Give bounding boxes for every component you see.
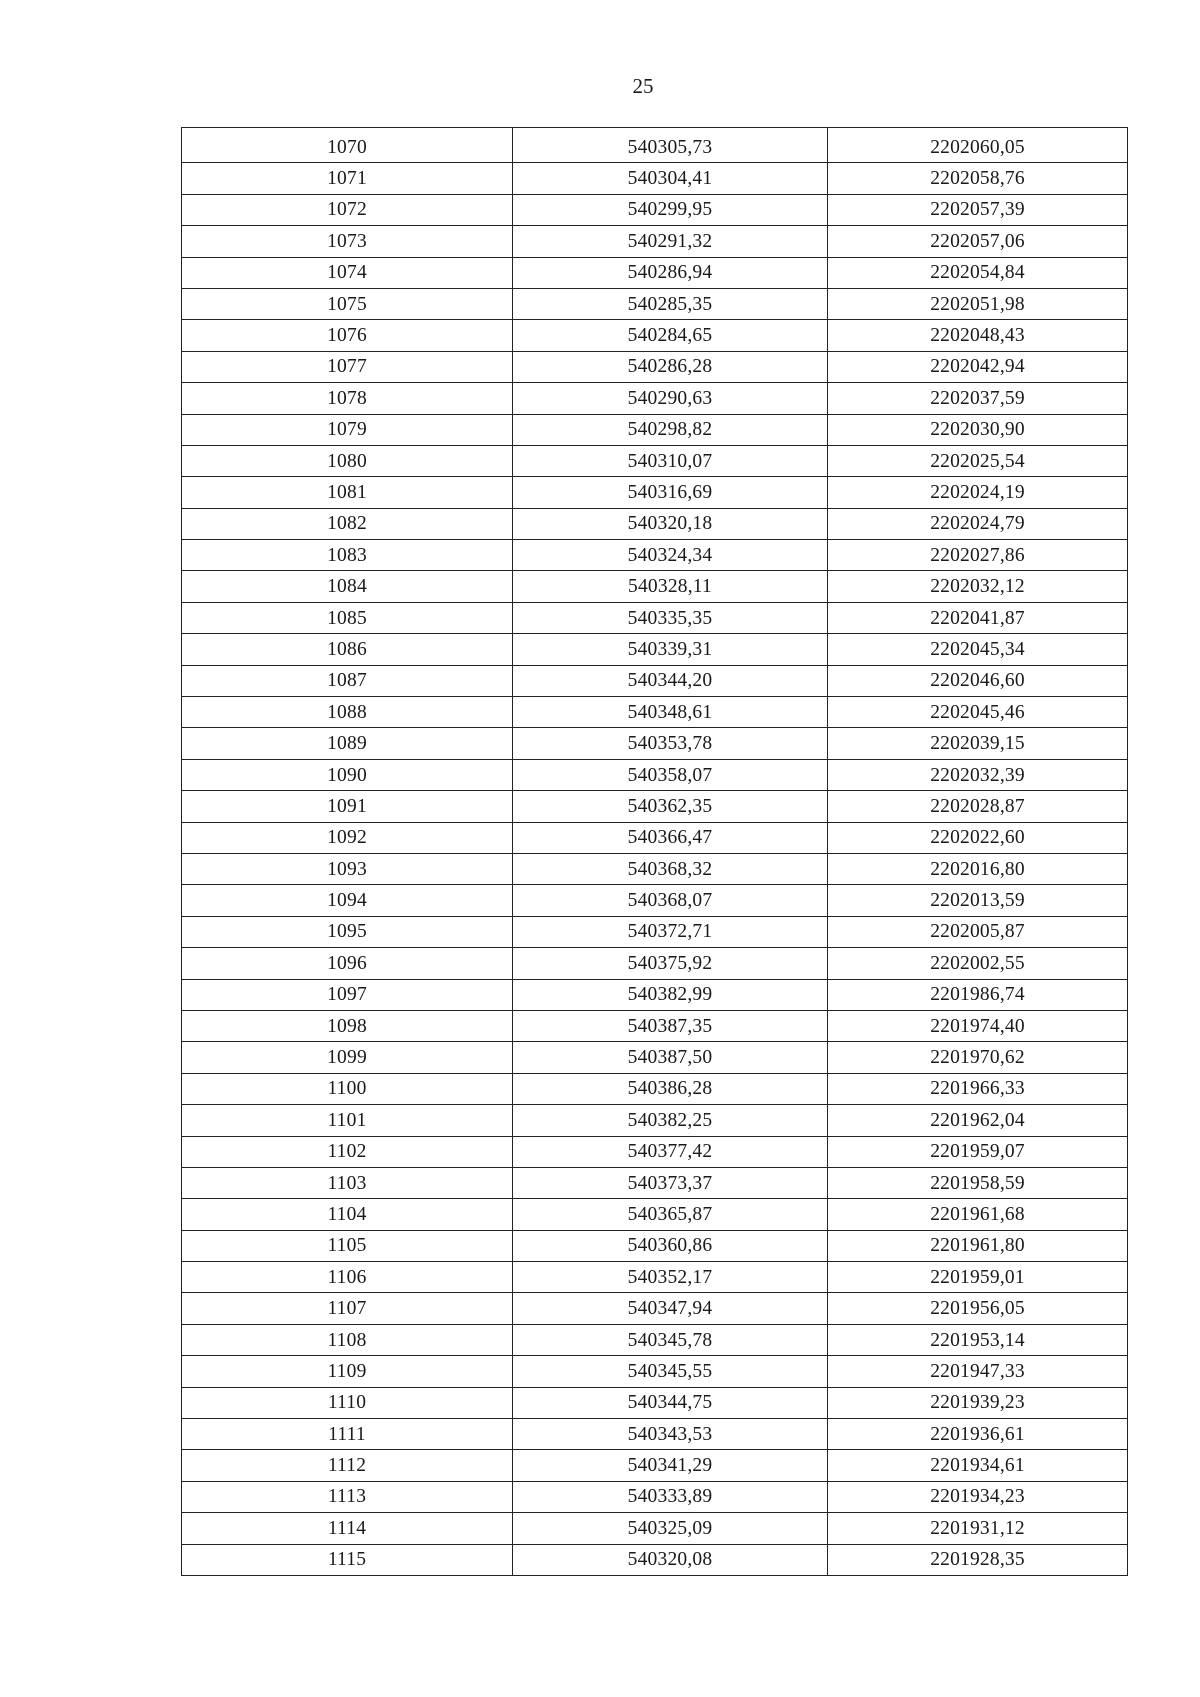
point-number-cell: 1078: [182, 383, 513, 414]
table-row: [182, 226, 1128, 257]
x-coordinate-cell: 540328,11: [513, 571, 828, 602]
point-number-cell: 1106: [182, 1262, 513, 1293]
x-coordinate-cell: 540366,47: [513, 822, 828, 853]
x-coordinate-cell: 540387,35: [513, 1010, 828, 1041]
y-coordinate-cell: 2201970,62: [828, 1042, 1128, 1073]
y-coordinate-cell: 2202024,19: [828, 477, 1128, 508]
x-coordinate-cell: 540286,94: [513, 257, 828, 288]
x-coordinate-cell: 540365,87: [513, 1199, 828, 1230]
y-coordinate-cell: 2201966,33: [828, 1073, 1128, 1104]
x-coordinate-cell: 540290,63: [513, 383, 828, 414]
x-coordinate-cell: 540298,82: [513, 414, 828, 445]
point-number-cell: 1092: [182, 822, 513, 853]
point-number-cell: 1101: [182, 1105, 513, 1136]
y-coordinate-cell: 2202013,59: [828, 885, 1128, 916]
point-number-cell: 1085: [182, 602, 513, 633]
y-coordinate-cell: 2202032,12: [828, 571, 1128, 602]
y-coordinate-cell: 2202005,87: [828, 916, 1128, 947]
y-coordinate-cell: 2201959,01: [828, 1262, 1128, 1293]
table-row: [182, 634, 1128, 665]
table-row: [182, 853, 1128, 884]
x-coordinate-cell: 540299,95: [513, 194, 828, 225]
point-number-cell: 1089: [182, 728, 513, 759]
y-coordinate-cell: 2201961,80: [828, 1230, 1128, 1261]
y-coordinate-cell: 2202046,60: [828, 665, 1128, 696]
point-number-cell: 1072: [182, 194, 513, 225]
table-row: [182, 351, 1128, 382]
x-coordinate-cell: 540368,07: [513, 885, 828, 916]
y-coordinate-cell: 2202057,06: [828, 226, 1128, 257]
point-number-cell: 1109: [182, 1356, 513, 1387]
y-coordinate-cell: 2202045,46: [828, 697, 1128, 728]
table-row: [182, 822, 1128, 853]
y-coordinate-cell: 2202058,76: [828, 163, 1128, 194]
point-number-cell: 1074: [182, 257, 513, 288]
point-number-cell: 1104: [182, 1199, 513, 1230]
point-number-cell: 1108: [182, 1324, 513, 1355]
table-row: [182, 602, 1128, 633]
point-number-cell: 1094: [182, 885, 513, 916]
table-row: [182, 1042, 1128, 1073]
y-coordinate-cell: 2201986,74: [828, 979, 1128, 1010]
x-coordinate-cell: 540335,35: [513, 602, 828, 633]
y-coordinate-cell: 2202048,43: [828, 320, 1128, 351]
table-row: [182, 1450, 1128, 1481]
point-number-cell: 1097: [182, 979, 513, 1010]
x-coordinate-cell: 540343,53: [513, 1419, 828, 1450]
point-number-cell: 1075: [182, 288, 513, 319]
x-coordinate-cell: 540386,28: [513, 1073, 828, 1104]
point-number-cell: 1084: [182, 571, 513, 602]
point-number-cell: 1080: [182, 445, 513, 476]
table-row: [182, 791, 1128, 822]
point-number-cell: 1096: [182, 948, 513, 979]
y-coordinate-cell: 2202002,55: [828, 948, 1128, 979]
y-coordinate-cell: 2201939,23: [828, 1387, 1128, 1418]
y-coordinate-cell: 2202028,87: [828, 791, 1128, 822]
point-number-cell: 1091: [182, 791, 513, 822]
point-number-cell: 1111: [182, 1419, 513, 1450]
table-row: [182, 1262, 1128, 1293]
x-coordinate-cell: 540352,17: [513, 1262, 828, 1293]
table-row: [182, 1387, 1128, 1418]
table-row: [182, 1167, 1128, 1198]
table-row: [182, 1513, 1128, 1544]
point-number-cell: 1087: [182, 665, 513, 696]
y-coordinate-cell: 2201956,05: [828, 1293, 1128, 1324]
y-coordinate-cell: 2202032,39: [828, 759, 1128, 790]
table-row: [182, 1419, 1128, 1450]
point-number-cell: 1073: [182, 226, 513, 257]
table-row: [182, 194, 1128, 225]
table-row: [182, 1073, 1128, 1104]
point-number-cell: 1095: [182, 916, 513, 947]
point-number-cell: 1110: [182, 1387, 513, 1418]
page-number: 25: [632, 74, 654, 98]
table-row: [182, 1356, 1128, 1387]
table-row: [182, 759, 1128, 790]
x-coordinate-cell: 540347,94: [513, 1293, 828, 1324]
x-coordinate-cell: 540286,28: [513, 351, 828, 382]
point-number-cell: 1107: [182, 1293, 513, 1324]
table-row: [182, 383, 1128, 414]
table-row: [182, 288, 1128, 319]
point-number-cell: 1114: [182, 1513, 513, 1544]
table-row: [182, 1010, 1128, 1041]
point-number-cell: 1071: [182, 163, 513, 194]
x-coordinate-cell: 540333,89: [513, 1481, 828, 1512]
table-row: [182, 948, 1128, 979]
x-coordinate-cell: 540344,20: [513, 665, 828, 696]
point-number-cell: 1093: [182, 853, 513, 884]
table-row: [182, 1136, 1128, 1167]
x-coordinate-cell: 540316,69: [513, 477, 828, 508]
x-coordinate-cell: 540310,07: [513, 445, 828, 476]
y-coordinate-cell: 2202025,54: [828, 445, 1128, 476]
x-coordinate-cell: 540375,92: [513, 948, 828, 979]
x-coordinate-cell: 540285,35: [513, 288, 828, 319]
y-coordinate-cell: 2201953,14: [828, 1324, 1128, 1355]
y-coordinate-cell: 2202016,80: [828, 853, 1128, 884]
x-coordinate-cell: 540358,07: [513, 759, 828, 790]
table-row: [182, 540, 1128, 571]
y-coordinate-cell: 2202042,94: [828, 351, 1128, 382]
table-row: [182, 728, 1128, 759]
table-row: [182, 445, 1128, 476]
x-coordinate-cell: 540344,75: [513, 1387, 828, 1418]
x-coordinate-cell: 540284,65: [513, 320, 828, 351]
x-coordinate-cell: 540368,32: [513, 853, 828, 884]
coordinates-table: [181, 127, 1128, 1576]
y-coordinate-cell: 2201931,12: [828, 1513, 1128, 1544]
table-row: [182, 163, 1128, 194]
table-row: [182, 257, 1128, 288]
y-coordinate-cell: 2202045,34: [828, 634, 1128, 665]
table-row: [182, 885, 1128, 916]
point-number-cell: 1090: [182, 759, 513, 790]
x-coordinate-cell: 540360,86: [513, 1230, 828, 1261]
table-row: [182, 128, 1128, 163]
x-coordinate-cell: 540387,50: [513, 1042, 828, 1073]
table-row: [182, 571, 1128, 602]
x-coordinate-cell: 540382,25: [513, 1105, 828, 1136]
point-number-cell: 1113: [182, 1481, 513, 1512]
y-coordinate-cell: 2202022,60: [828, 822, 1128, 853]
table-row: [182, 665, 1128, 696]
point-number-cell: 1083: [182, 540, 513, 571]
point-number-cell: 1100: [182, 1073, 513, 1104]
x-coordinate-cell: 540305,73: [513, 128, 828, 163]
x-coordinate-cell: 540320,18: [513, 508, 828, 539]
x-coordinate-cell: 540348,61: [513, 697, 828, 728]
point-number-cell: 1115: [182, 1544, 513, 1575]
table-row: [182, 916, 1128, 947]
x-coordinate-cell: 540291,32: [513, 226, 828, 257]
point-number-cell: 1099: [182, 1042, 513, 1073]
table-row: [182, 1293, 1128, 1324]
x-coordinate-cell: 540377,42: [513, 1136, 828, 1167]
point-number-cell: 1088: [182, 697, 513, 728]
point-number-cell: 1076: [182, 320, 513, 351]
point-number-cell: 1105: [182, 1230, 513, 1261]
y-coordinate-cell: 2201961,68: [828, 1199, 1128, 1230]
x-coordinate-cell: 540345,78: [513, 1324, 828, 1355]
point-number-cell: 1070: [182, 128, 513, 163]
y-coordinate-cell: 2202037,59: [828, 383, 1128, 414]
y-coordinate-cell: 2201959,07: [828, 1136, 1128, 1167]
table-row: [182, 414, 1128, 445]
x-coordinate-cell: 540373,37: [513, 1167, 828, 1198]
table-row: [182, 979, 1128, 1010]
table-row: [182, 1105, 1128, 1136]
point-number-cell: 1081: [182, 477, 513, 508]
x-coordinate-cell: 540345,55: [513, 1356, 828, 1387]
x-coordinate-cell: 540382,99: [513, 979, 828, 1010]
point-number-cell: 1086: [182, 634, 513, 665]
point-number-cell: 1102: [182, 1136, 513, 1167]
point-number-cell: 1082: [182, 508, 513, 539]
y-coordinate-cell: 2202027,86: [828, 540, 1128, 571]
coordinates-table-body: [182, 128, 1128, 1576]
y-coordinate-cell: 2202030,90: [828, 414, 1128, 445]
x-coordinate-cell: 540353,78: [513, 728, 828, 759]
y-coordinate-cell: 2202051,98: [828, 288, 1128, 319]
table-row: [182, 1324, 1128, 1355]
y-coordinate-cell: 2201962,04: [828, 1105, 1128, 1136]
table-row: [182, 1544, 1128, 1575]
point-number-cell: 1103: [182, 1167, 513, 1198]
table-row: [182, 508, 1128, 539]
y-coordinate-cell: 2201958,59: [828, 1167, 1128, 1198]
table-row: [182, 320, 1128, 351]
y-coordinate-cell: 2202039,15: [828, 728, 1128, 759]
table-row: [182, 1481, 1128, 1512]
x-coordinate-cell: 540325,09: [513, 1513, 828, 1544]
x-coordinate-cell: 540324,34: [513, 540, 828, 571]
y-coordinate-cell: 2202057,39: [828, 194, 1128, 225]
x-coordinate-cell: 540372,71: [513, 916, 828, 947]
table-row: [182, 1230, 1128, 1261]
y-coordinate-cell: 2201947,33: [828, 1356, 1128, 1387]
point-number-cell: 1098: [182, 1010, 513, 1041]
y-coordinate-cell: 2201974,40: [828, 1010, 1128, 1041]
table-row: [182, 1199, 1128, 1230]
x-coordinate-cell: 540304,41: [513, 163, 828, 194]
x-coordinate-cell: 540362,35: [513, 791, 828, 822]
point-number-cell: 1077: [182, 351, 513, 382]
x-coordinate-cell: 540320,08: [513, 1544, 828, 1575]
point-number-cell: 1112: [182, 1450, 513, 1481]
y-coordinate-cell: 2201928,35: [828, 1544, 1128, 1575]
y-coordinate-cell: 2201934,61: [828, 1450, 1128, 1481]
table-row: [182, 477, 1128, 508]
y-coordinate-cell: 2201934,23: [828, 1481, 1128, 1512]
y-coordinate-cell: 2201936,61: [828, 1419, 1128, 1450]
y-coordinate-cell: 2202060,05: [828, 128, 1128, 163]
point-number-cell: 1079: [182, 414, 513, 445]
y-coordinate-cell: 2202041,87: [828, 602, 1128, 633]
y-coordinate-cell: 2202024,79: [828, 508, 1128, 539]
y-coordinate-cell: 2202054,84: [828, 257, 1128, 288]
x-coordinate-cell: 540341,29: [513, 1450, 828, 1481]
x-coordinate-cell: 540339,31: [513, 634, 828, 665]
table-row: [182, 697, 1128, 728]
